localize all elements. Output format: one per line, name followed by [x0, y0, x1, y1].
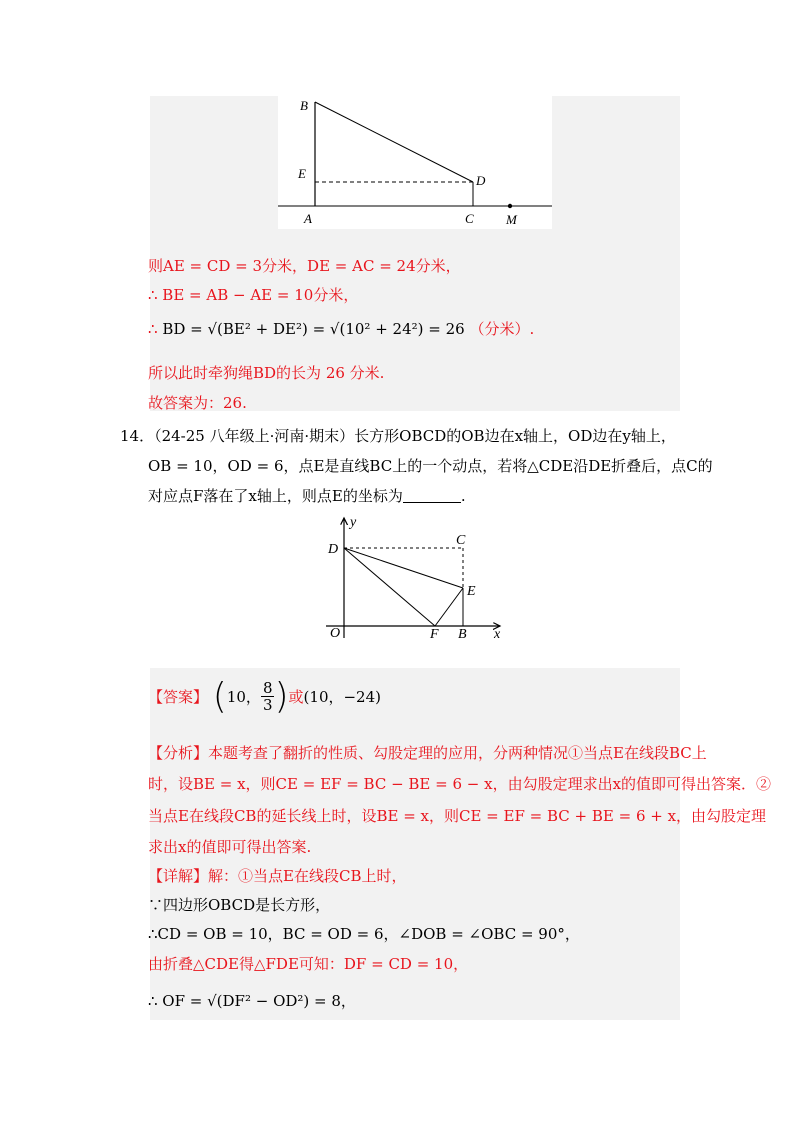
answer-blank — [403, 488, 461, 503]
detail-line-1: 【详解】解：①当点E在线段CB上时， — [148, 867, 407, 885]
question-line-2: OB = 10，OD = 6，点E是直线BC上的一个动点，若将△CDE沿DE折叠后，点C的 — [148, 457, 713, 475]
detail-line-4: 由折叠△CDE得△FDE可知：DF = CD = 10， — [148, 955, 469, 973]
fig2-label-b: B — [458, 627, 467, 642]
fig2-label-e: E — [467, 584, 476, 599]
question-line-1: 14．（24-25 八年级上·河南·期末）长方形OBCD的OB边在x轴上，OD边在y轴上， — [120, 427, 676, 445]
solution-line-5: 故答案为：26. — [148, 394, 247, 412]
fig2-label-f: F — [430, 627, 439, 642]
solution-line-1: 则AE = CD = 3分米，DE = AC = 24分米， — [148, 257, 461, 275]
figure-1-dog-leash — [278, 96, 552, 229]
fig2-label-x: x — [494, 627, 501, 642]
question-number: 14． — [120, 427, 155, 445]
fig1-label-a: A — [304, 211, 312, 226]
fig1-label-c: C — [465, 211, 474, 226]
fig2-label-o: O — [330, 626, 341, 641]
analysis-line-2: 时，设BE = x，则CE = EF = BC − BE = 6 − x，由勾股定理求出x的值即可得出答案．② — [148, 775, 772, 793]
analysis-line-4: 求出x的值即可得出答案. — [148, 838, 312, 856]
detail-tag: 【详解】 — [148, 867, 209, 885]
analysis-line-1: 【分析】本题考查了翻折的性质、勾股定理的应用，分两种情况①当点E在线段BC上 — [148, 744, 707, 762]
answer-fraction: $\frac{8}{3}$ — [262, 679, 273, 714]
analysis-line-3: 当点E在线段CB的延长线上时，设BE = x，则CE = EF = BC + BE = 6 + x，由勾股定理 — [148, 807, 767, 825]
detail-line-2: ∵四边形OBCD是长方形， — [148, 896, 331, 914]
solution-line-2: ∴ BE = AB − AE = 10分米， — [148, 286, 359, 304]
fig2-label-c: C — [456, 533, 466, 548]
detail-line-3: ∴CD = OB = 10，BC = OD = 6，∠DOB = ∠OBC = 90°， — [148, 925, 580, 943]
detail-line-5: ∴ OF = √(DF² − OD²) = 8， — [148, 992, 356, 1010]
fig1-label-e: E — [298, 166, 306, 181]
answer-line: 【答案】 (10， $\frac{8}{3}$ )或(10，−24) — [148, 676, 381, 717]
fig1-label-b: B — [300, 98, 308, 113]
solution-line-3: ∴ BD = √(BE² + DE²) = √(10² + 24²) = 26 （分米）. — [148, 320, 535, 338]
fig1-label-m: M — [506, 212, 517, 227]
fig2-label-y: y — [350, 515, 357, 530]
fig2-label-d: D — [328, 542, 339, 557]
analysis-tag: 【分析】 — [148, 744, 209, 762]
answer-tag: 【答案】 — [148, 688, 209, 706]
solution-line-4: 所以此时牵狗绳BD的长为 26 分米. — [148, 364, 385, 382]
question-line-3: 对应点F落在了x轴上，则点E的坐标为 . — [148, 487, 466, 505]
figure-2-coordinate-fold — [318, 512, 508, 642]
fig1-label-d: D — [476, 173, 486, 188]
